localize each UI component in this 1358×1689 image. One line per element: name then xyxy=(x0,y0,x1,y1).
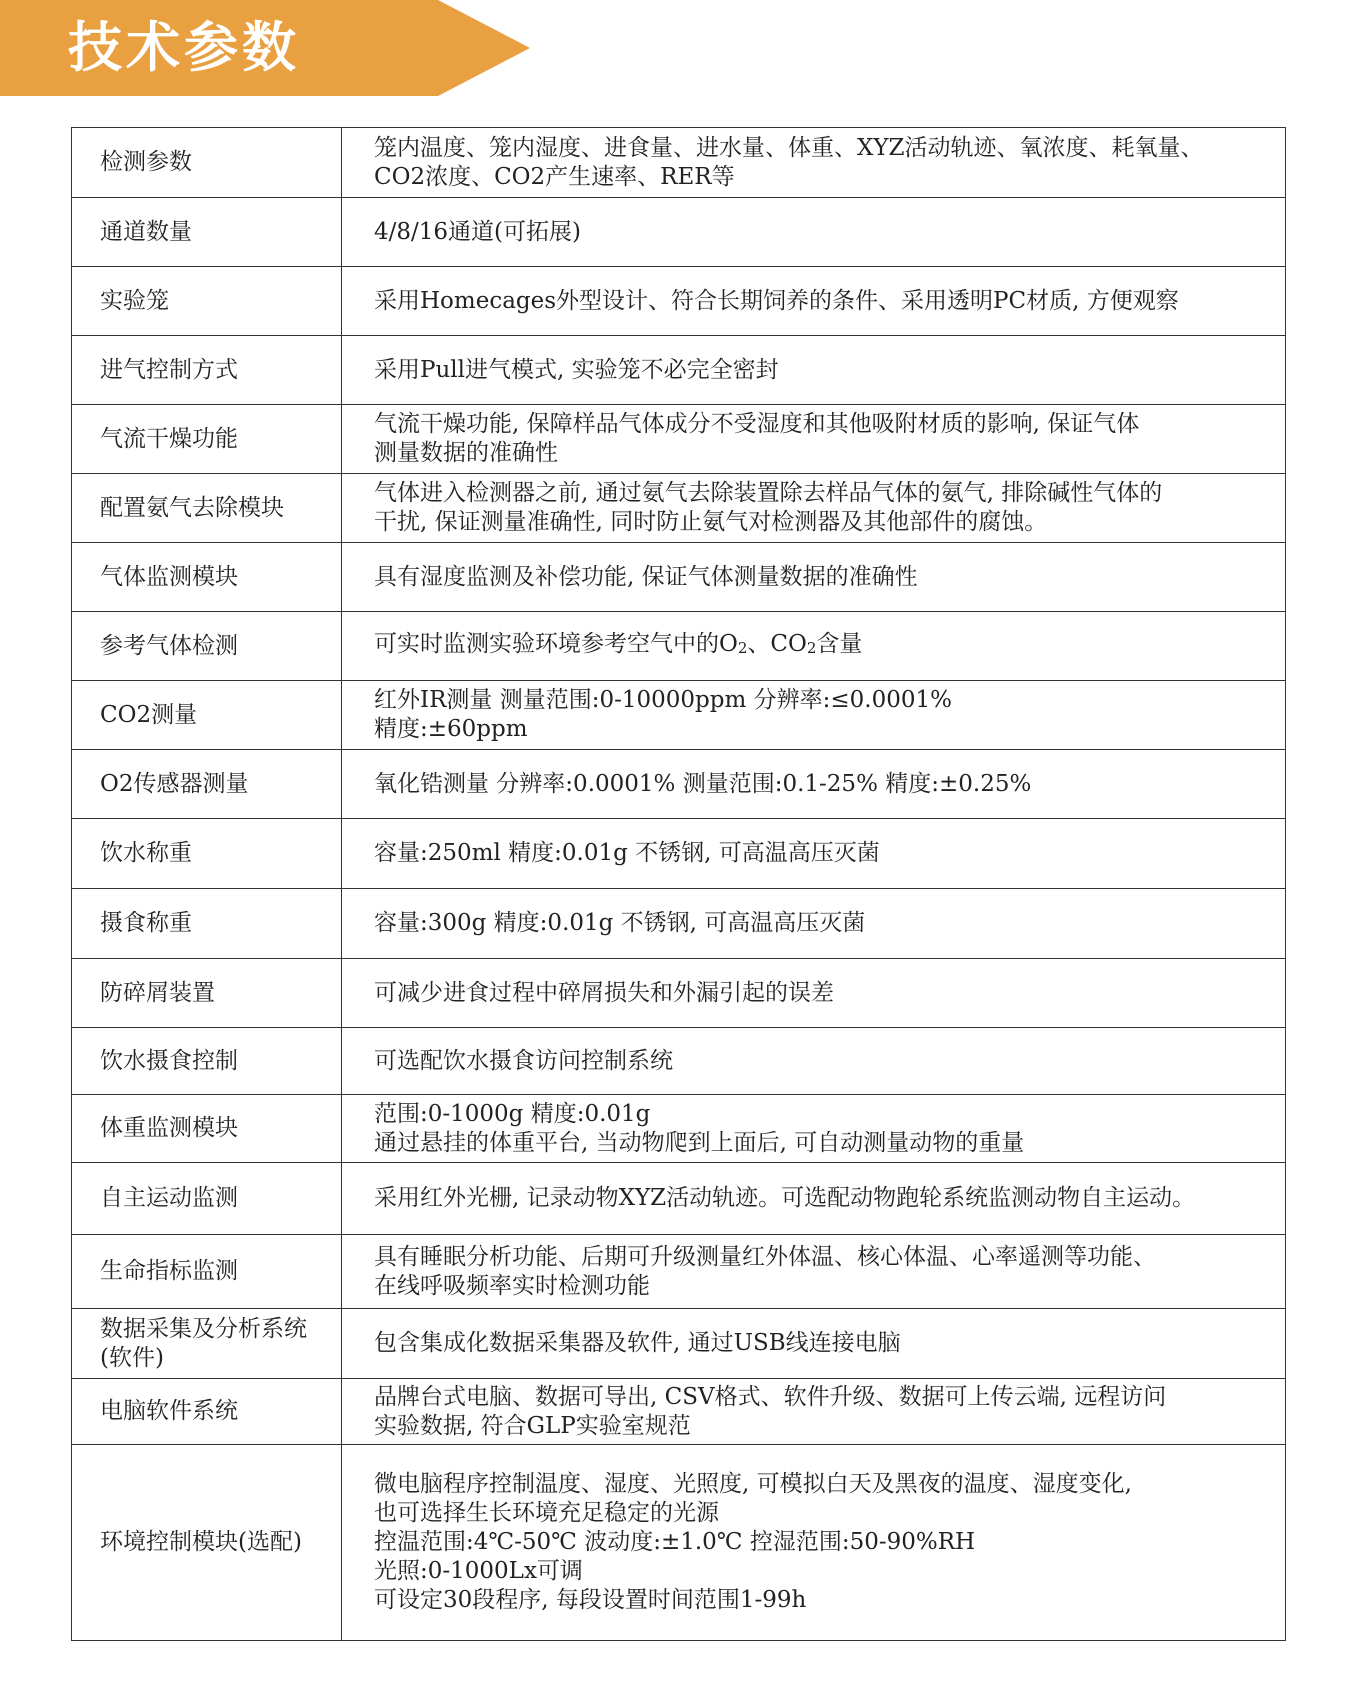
param-name-line: (软件) xyxy=(100,1344,164,1371)
value-line: 气体进入检测器之前, 通过氨气去除装置除去样品气体的氨气, 排除碱性气体的 xyxy=(374,480,1163,506)
param-name: 体重监测模块 xyxy=(72,1095,342,1163)
value-line: 可减少进食过程中碎屑损失和外漏引起的误差 xyxy=(374,979,834,1006)
spec-table xyxy=(71,127,1286,1641)
param-name: 防碎屑装置 xyxy=(72,959,342,1028)
value-line: 采用Homecages外型设计、符合长期饲养的条件、采用透明PC材质, 方便观察 xyxy=(374,287,1179,314)
value-line: 测量数据的准确性 xyxy=(374,440,558,466)
param-value xyxy=(342,1095,1286,1163)
value-line: 采用红外光栅, 记录动物XYZ活动轨迹。可选配动物跑轮系统监测动物自主运动。 xyxy=(374,1185,1196,1211)
table-row xyxy=(72,128,1286,198)
table-row xyxy=(72,198,1286,267)
value-line: 氧化锆测量 分辨率:0.0001% 测量范围:0.1-25% 精度:±0.25% xyxy=(374,770,1032,797)
param-value xyxy=(342,681,1286,750)
param-name: 饮水摄食控制 xyxy=(72,1028,342,1095)
param-name: 环境控制模块(选配) xyxy=(72,1445,342,1641)
value-line: 微电脑程序控制温度、湿度、光照度, 可模拟白天及黑夜的温度、湿度变化, xyxy=(374,1471,1132,1497)
param-value xyxy=(342,750,1286,819)
param-name xyxy=(72,1309,342,1379)
table-row xyxy=(72,1445,1286,1641)
param-value xyxy=(342,1235,1286,1309)
param-value xyxy=(342,819,1286,889)
param-value xyxy=(342,128,1286,198)
value-line: 范围:0-1000g 精度:0.01g xyxy=(374,1100,651,1127)
value-line: 气流干燥功能, 保障样品气体成分不受湿度和其他吸附材质的影响, 保证气体 xyxy=(374,411,1140,437)
param-value xyxy=(342,267,1286,336)
param-value xyxy=(342,474,1286,543)
table-row xyxy=(72,405,1286,474)
table-row xyxy=(72,889,1286,959)
param-value xyxy=(342,1309,1286,1379)
table-row xyxy=(72,1028,1286,1095)
table-row xyxy=(72,474,1286,543)
table-row xyxy=(72,612,1286,681)
param-name: 自主运动监测 xyxy=(72,1163,342,1235)
param-name: 参考气体检测 xyxy=(72,612,342,681)
table-row xyxy=(72,1163,1286,1235)
section-title: 技术参数 xyxy=(68,16,300,79)
value-line: 光照:0-1000Lx可调 xyxy=(374,1558,583,1584)
param-name: 气体监测模块 xyxy=(72,543,342,612)
table-row xyxy=(72,1379,1286,1445)
param-value xyxy=(342,1163,1286,1235)
param-value xyxy=(342,1028,1286,1095)
param-value xyxy=(342,336,1286,405)
value-line: 容量:300g 精度:0.01g 不锈钢, 可高温高压灭菌 xyxy=(374,910,866,936)
value-line: 具有湿度监测及补偿功能, 保证气体测量数据的准确性 xyxy=(374,563,918,590)
value-line: 可设定30段程序, 每段设置时间范围1-99h xyxy=(374,1587,807,1613)
param-value xyxy=(342,612,1286,681)
table-row xyxy=(72,819,1286,889)
param-value xyxy=(342,405,1286,474)
value-line: 通过悬挂的体重平台, 当动物爬到上面后, 可自动测量动物的重量 xyxy=(374,1129,1025,1156)
value-line: 控温范围:4℃-50℃ 波动度:±1.0℃ 控湿范围:50-90%RH xyxy=(374,1529,976,1555)
param-name: 通道数量 xyxy=(72,198,342,267)
param-name: O2传感器测量 xyxy=(72,750,342,819)
value-line: 容量:250ml 精度:0.01g 不锈钢, 可高温高压灭菌 xyxy=(374,840,880,866)
table-row xyxy=(72,267,1286,336)
param-name: 摄食称重 xyxy=(72,889,342,959)
param-value xyxy=(342,959,1286,1028)
value-line: 可实时监测实验环境参考空气中的$O_2$、$CO_2$含量 xyxy=(374,630,863,657)
param-name: 饮水称重 xyxy=(72,819,342,889)
table-row xyxy=(72,750,1286,819)
table-row xyxy=(72,1235,1286,1309)
table-row xyxy=(72,959,1286,1028)
table-row xyxy=(72,681,1286,750)
param-name: CO2测量 xyxy=(72,681,342,750)
value-line: CO2浓度、CO2产生速率、RER等 xyxy=(374,163,735,190)
value-line: 包含集成化数据采集器及软件, 通过USB线连接电脑 xyxy=(374,1330,901,1356)
param-value xyxy=(342,543,1286,612)
value-line: 品牌台式电脑、数据可导出, CSV格式、软件升级、数据可上传云端, 远程访问 xyxy=(374,1383,1167,1410)
param-name: 检测参数 xyxy=(72,128,342,198)
value-line: 具有睡眠分析功能、后期可升级测量红外体温、核心体温、心率遥测等功能、 xyxy=(374,1243,1156,1270)
value-line: 4/8/16通道(可拓展) xyxy=(374,218,581,245)
value-line: 笼内温度、笼内湿度、进食量、进水量、体重、XYZ活动轨迹、氧浓度、耗氧量、 xyxy=(374,134,1204,161)
param-name: 电脑软件系统 xyxy=(72,1379,342,1445)
value-line: 采用Pull进气模式, 实验笼不必完全密封 xyxy=(374,356,779,383)
table-row xyxy=(72,336,1286,405)
param-name: 气流干燥功能 xyxy=(72,405,342,474)
param-name: 配置氨气去除模块 xyxy=(72,474,342,543)
value-line: 实验数据, 符合GLP实验室规范 xyxy=(374,1412,691,1439)
table-row xyxy=(72,1095,1286,1163)
value-line: 干扰, 保证测量准确性, 同时防止氨气对检测器及其他部件的腐蚀。 xyxy=(374,509,1048,535)
param-value xyxy=(342,1379,1286,1445)
param-name: 实验笼 xyxy=(72,267,342,336)
value-line: 精度:±60ppm xyxy=(374,716,528,742)
param-name: 生命指标监测 xyxy=(72,1235,342,1309)
value-line: 可选配饮水摄食访问控制系统 xyxy=(374,1047,673,1074)
param-value xyxy=(342,198,1286,267)
table-row xyxy=(72,543,1286,612)
param-name: 进气控制方式 xyxy=(72,336,342,405)
value-line: 在线呼吸频率实时检测功能 xyxy=(374,1272,650,1299)
table-row xyxy=(72,1309,1286,1379)
value-line: 红外IR测量 测量范围:0-10000ppm 分辨率:≤0.0001% xyxy=(374,687,952,713)
param-value xyxy=(342,1445,1286,1641)
param-value xyxy=(342,889,1286,959)
param-name-line: 数据采集及分析系统 xyxy=(100,1315,307,1342)
value-line: 也可选择生长环境充足稳定的光源 xyxy=(374,1500,719,1526)
